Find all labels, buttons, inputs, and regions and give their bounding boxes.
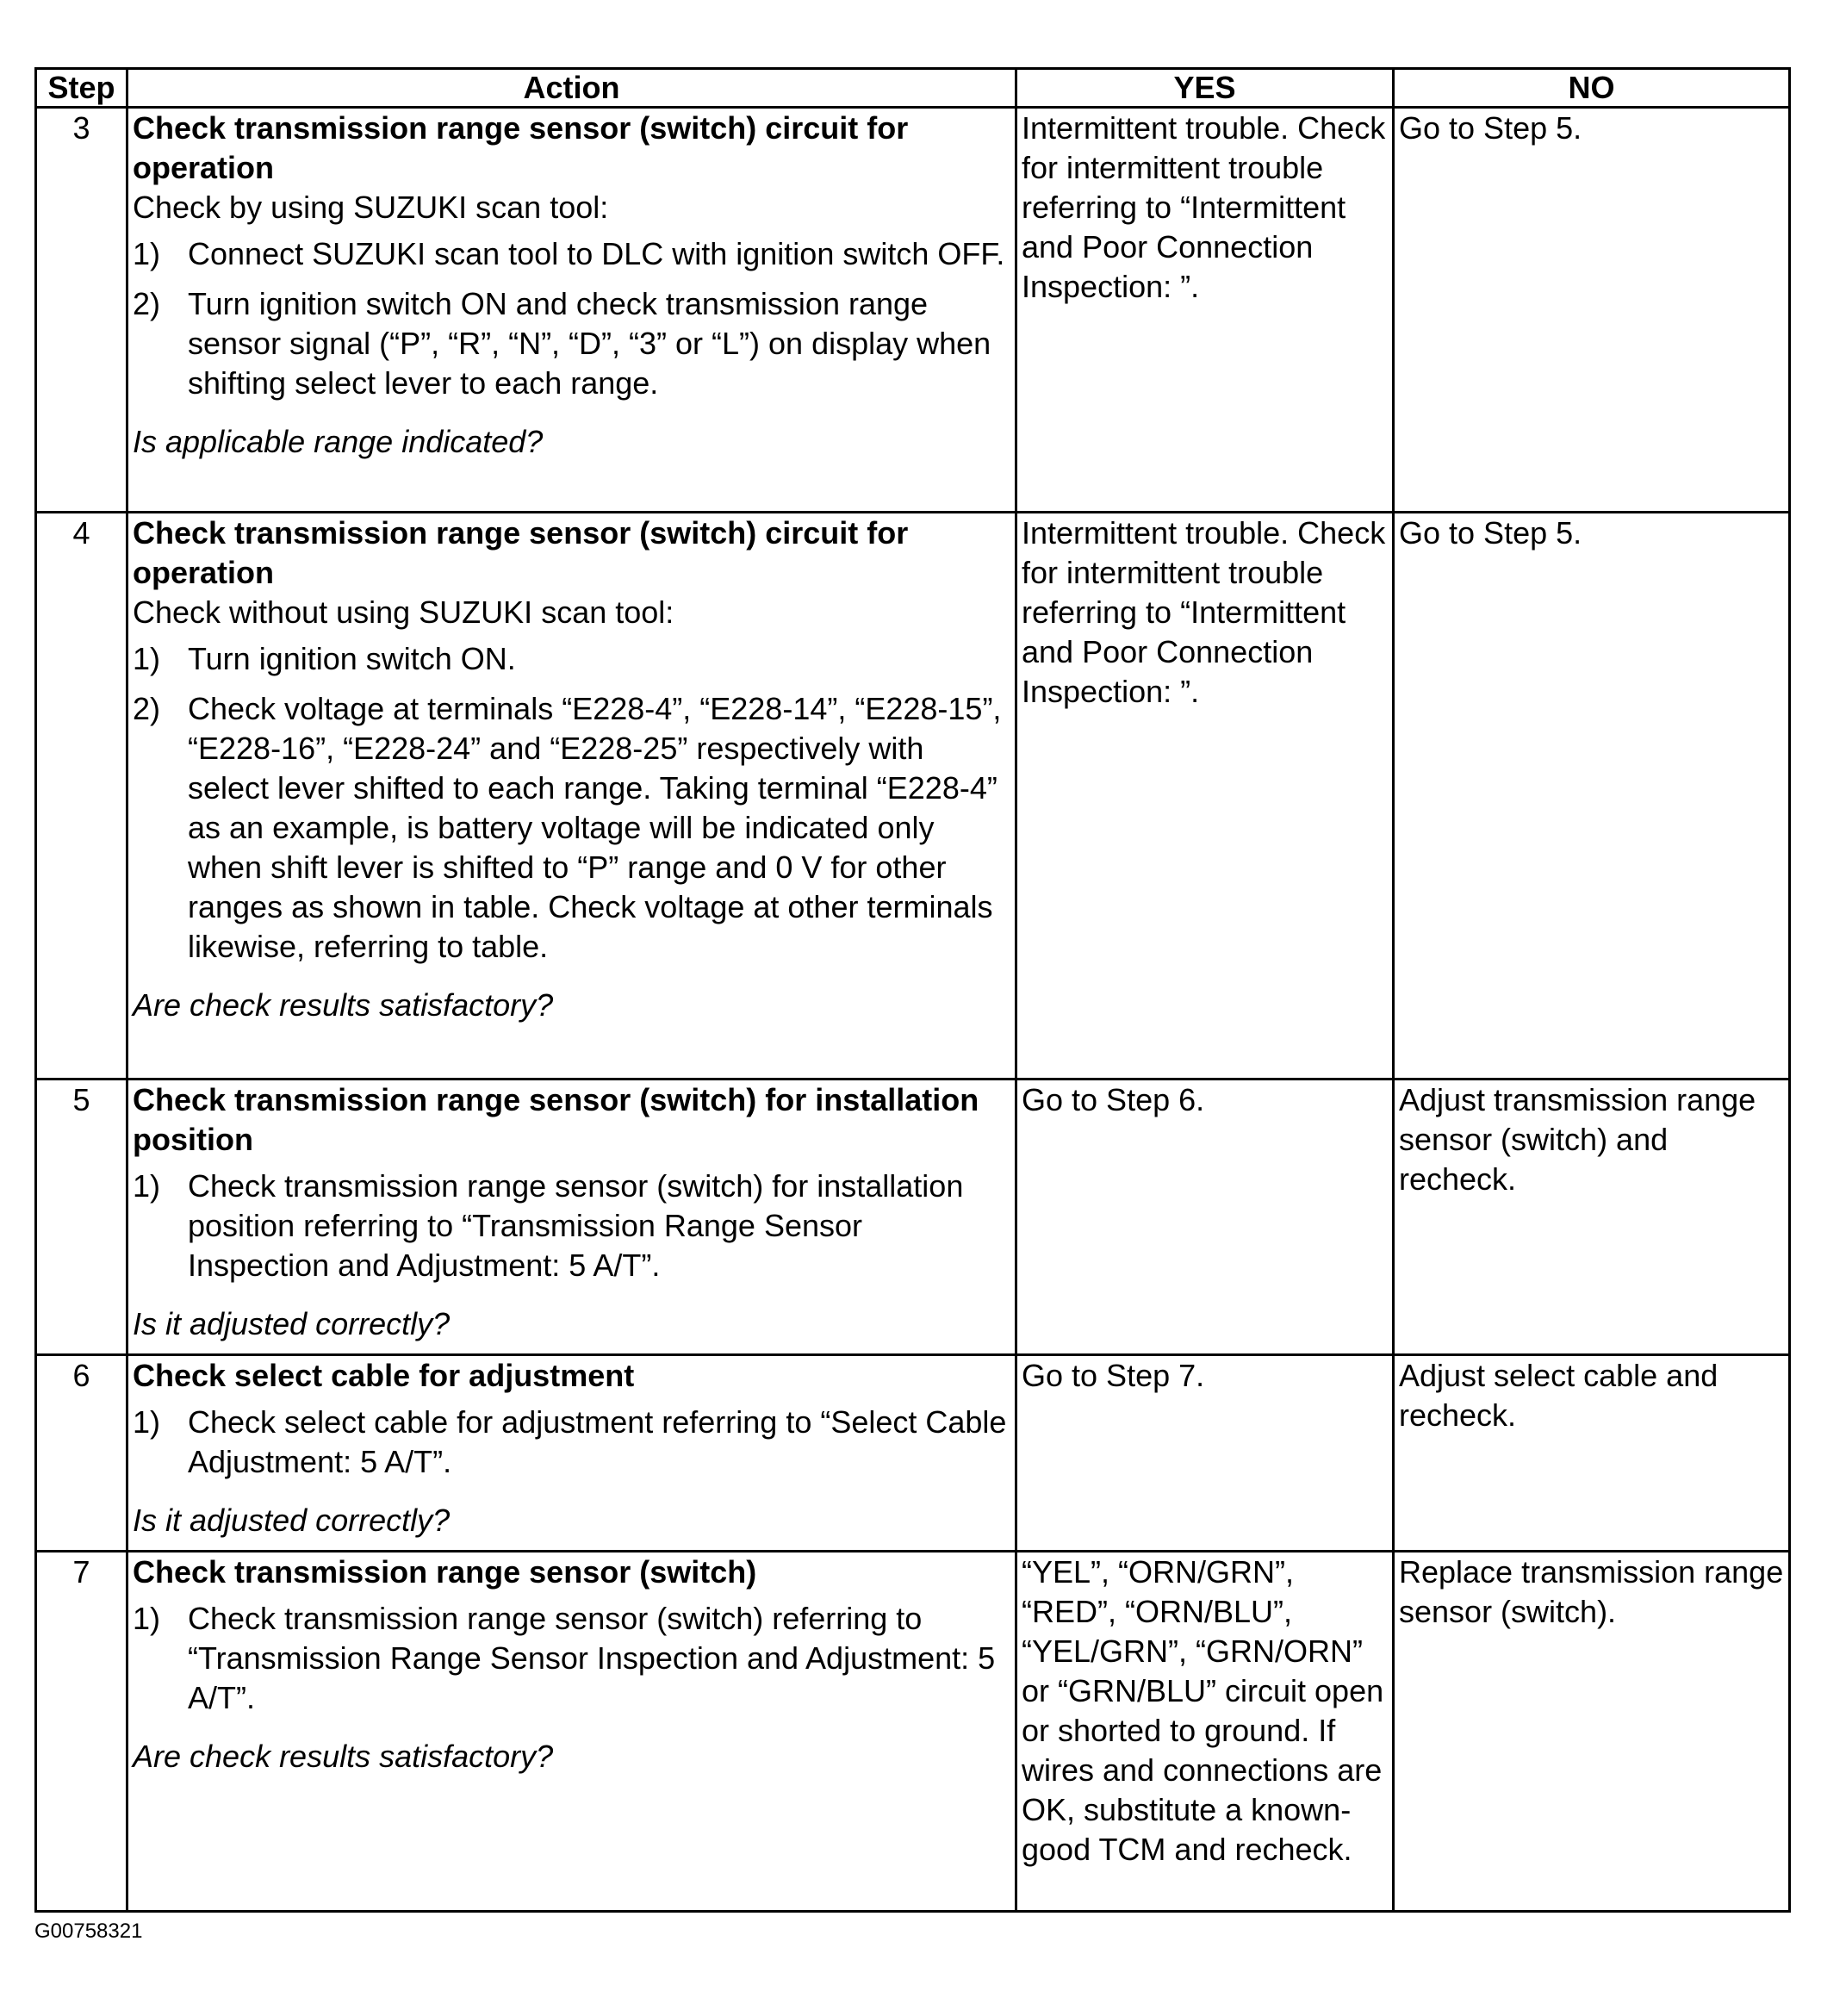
no-result: Replace transmission range sensor (switch). — [1394, 1552, 1790, 1912]
action-step-number: 1) — [133, 1168, 161, 1204]
table-row — [36, 108, 1790, 513]
action-step-text: Check transmission range sensor (switch) for installation position referring to “Transmission Range Sensor Inspection and Adjustment: 5 A/T”. — [188, 1168, 964, 1283]
table-body — [36, 108, 1790, 1912]
action-cell — [127, 108, 1016, 513]
table-row — [36, 1355, 1790, 1552]
action-step-number: 1) — [133, 1404, 161, 1440]
action-title: Check select cable for adjustment — [133, 1358, 635, 1393]
action-step-item — [133, 1167, 1010, 1285]
action-title: Check transmission range sensor (switch) — [133, 1554, 757, 1590]
action-step-item — [133, 689, 1010, 967]
step-number: 7 — [36, 1552, 127, 1912]
action-steps-list — [133, 1403, 1010, 1482]
action-step-number: 1) — [133, 1601, 161, 1636]
action-intro: Check by using SUZUKI scan tool: — [133, 190, 609, 225]
header-yes: YES — [1016, 69, 1394, 108]
action-step-number: 2) — [133, 286, 161, 321]
action-step-text: Check transmission range sensor (switch) referring to “Transmission Range Sensor Inspection and Adjustment: 5 A/T”. — [188, 1601, 996, 1715]
step-number: 4 — [36, 513, 127, 1080]
action-cell — [127, 513, 1016, 1080]
action-cell — [127, 1355, 1016, 1552]
action-step-number: 1) — [133, 236, 161, 271]
yes-result: Intermittent trouble. Check for intermittent trouble referring to “Intermittent and Poor Connection Inspection: ”. — [1016, 108, 1394, 513]
table-row — [36, 513, 1790, 1080]
action-title: Check transmission range sensor (switch) circuit for operation — [133, 110, 909, 185]
action-step-item — [133, 1403, 1010, 1482]
yes-result: Intermittent trouble. Check for intermittent trouble referring to “Intermittent and Poor Connection Inspection: ”. — [1016, 513, 1394, 1080]
action-question: Are check results satisfactory? — [133, 1739, 554, 1774]
action-step-text: Check select cable for adjustment referring to “Select Cable Adjustment: 5 A/T”. — [188, 1404, 1007, 1479]
no-result: Go to Step 5. — [1394, 108, 1790, 513]
action-steps-list — [133, 234, 1010, 403]
yes-result: “YEL”, “ORN/GRN”, “RED”, “ORN/BLU”, “YEL/GRN”, “GRN/ORN” or “GRN/BLU” circuit open or shorted to ground. If wires and connections are OK, substitute a known-good TCM and recheck. — [1016, 1552, 1394, 1912]
action-step-item — [133, 639, 1010, 679]
action-intro: Check without using SUZUKI scan tool: — [133, 594, 674, 630]
action-question: Is it adjusted correctly? — [133, 1306, 451, 1341]
action-question: Are check results satisfactory? — [133, 987, 554, 1023]
action-step-item — [133, 284, 1010, 403]
action-step-text: Connect SUZUKI scan tool to DLC with ignition switch OFF. — [188, 236, 1005, 271]
action-steps-list — [133, 1167, 1010, 1285]
action-step-text: Check voltage at terminals “E228-4”, “E228-14”, “E228-15”, “E228-16”, “E228-24” and “E228-25” respectively with select lever shifted to each range. Taking terminal “E228-4” as an example, is battery voltage will be indicated only when shift lever is shifted to “P” range and 0 V for other ranges as shown in table. Check voltage at other terminals likewise, referring to table. — [188, 691, 1002, 964]
no-result: Go to Step 5. — [1394, 513, 1790, 1080]
table-row — [36, 1080, 1790, 1355]
no-result: Adjust transmission range sensor (switch) and recheck. — [1394, 1080, 1790, 1355]
yes-result: Go to Step 7. — [1016, 1355, 1394, 1552]
header-action: Action — [127, 69, 1016, 108]
step-number: 5 — [36, 1080, 127, 1355]
action-step-number: 2) — [133, 691, 161, 726]
yes-result: Go to Step 6. — [1016, 1080, 1394, 1355]
action-step-text: Turn ignition switch ON. — [188, 641, 516, 676]
header-row — [36, 69, 1790, 108]
table-row — [36, 1552, 1790, 1912]
action-step-item — [133, 1599, 1010, 1718]
document-id: G00758321 — [34, 1920, 143, 1943]
header-step: Step — [36, 69, 127, 108]
action-step-item — [133, 234, 1010, 274]
no-result: Adjust select cable and recheck. — [1394, 1355, 1790, 1552]
action-title: Check transmission range sensor (switch) circuit for operation — [133, 515, 909, 590]
action-cell — [127, 1552, 1016, 1912]
action-cell — [127, 1080, 1016, 1355]
action-title: Check transmission range sensor (switch) for installation position — [133, 1082, 979, 1157]
action-step-number: 1) — [133, 641, 161, 676]
action-question: Is applicable range indicated? — [133, 424, 544, 459]
action-step-text: Turn ignition switch ON and check transmission range sensor signal (“P”, “R”, “N”, “D”, “3” or “L”) on display when shifting select lever to each range. — [188, 286, 991, 401]
action-steps-list — [133, 639, 1010, 967]
step-number: 3 — [36, 108, 127, 513]
action-question: Is it adjusted correctly? — [133, 1503, 451, 1538]
diagnostic-table — [34, 67, 1791, 1913]
step-number: 6 — [36, 1355, 127, 1552]
header-no: NO — [1394, 69, 1790, 108]
action-steps-list — [133, 1599, 1010, 1718]
